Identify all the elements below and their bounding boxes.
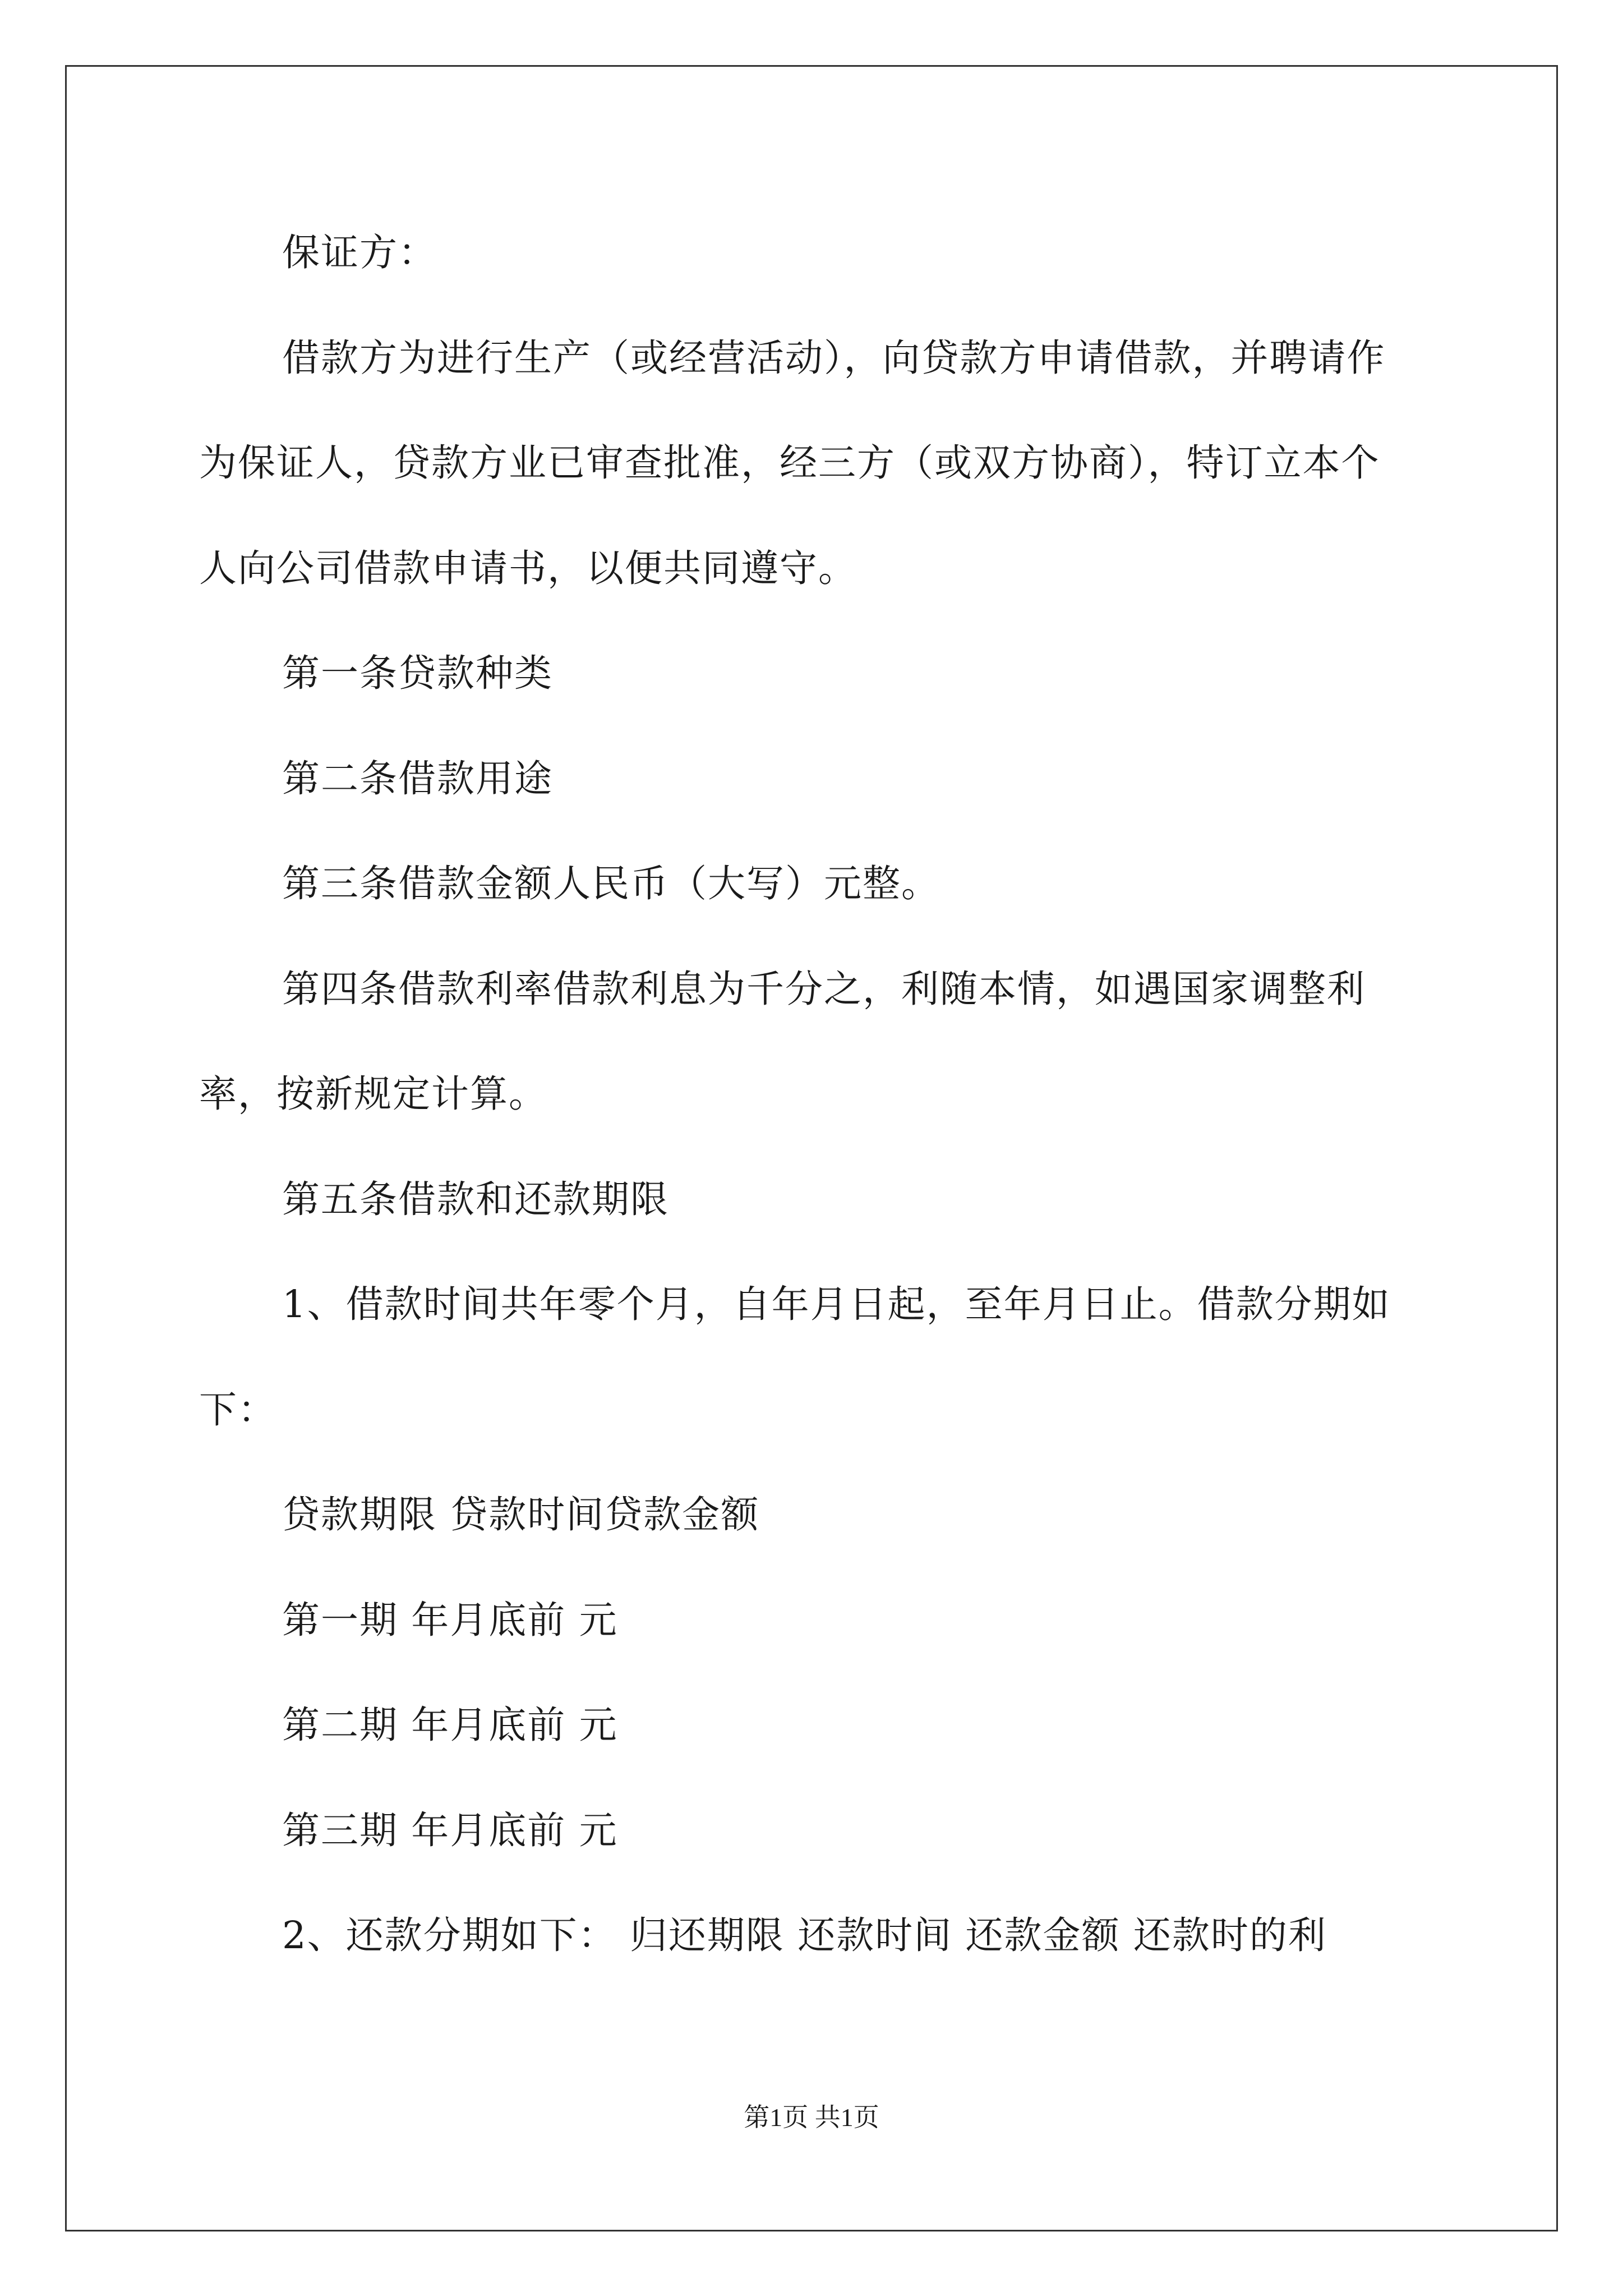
text-line-guarantor: 保证方： [282, 231, 437, 274]
text-line-term-1a: 1、借款时间共年零个月，自年月日起，至年月日止。借款分期如 [282, 1282, 1391, 1326]
text-line-article-1: 第一条贷款种类 [282, 651, 553, 695]
text-line-period-1: 第一期 年月底前 元 [282, 1598, 618, 1642]
text-line-article-2: 第二条借款用途 [282, 757, 553, 800]
text-line-article-5: 第五条借款和还款期限 [282, 1177, 669, 1221]
text-line-intro-2: 为保证人，贷款方业已审查批准，经三方（或双方协商），特订立本个 [199, 441, 1380, 485]
page-number-footer: 第1页 共1页 [744, 2103, 879, 2132]
text-line-intro-1: 借款方为进行生产（或经营活动），向贷款方申请借款，并聘请作 [282, 336, 1386, 380]
text-line-repayment: 2、还款分期如下： 归还期限 还款时间 还款金额 还款时的利 [282, 1913, 1327, 1957]
text-line-loan-header: 贷款期限 贷款时间贷款金额 [282, 1493, 760, 1536]
text-line-period-3: 第三期 年月底前 元 [282, 1809, 618, 1852]
text-line-period-2: 第二期 年月底前 元 [282, 1703, 618, 1747]
text-line-article-4a: 第四条借款利率借款利息为千分之，利随本情，如遇国家调整利 [282, 967, 1366, 1011]
text-line-term-1b: 下： [199, 1388, 276, 1432]
page-border [65, 65, 1558, 2231]
text-line-article-4b: 率，按新规定计算。 [199, 1072, 547, 1116]
text-line-intro-3: 人向公司借款申请书，以便共同遵守。 [199, 546, 857, 590]
text-line-article-3: 第三条借款金额人民币（大写）元整。 [282, 862, 940, 905]
